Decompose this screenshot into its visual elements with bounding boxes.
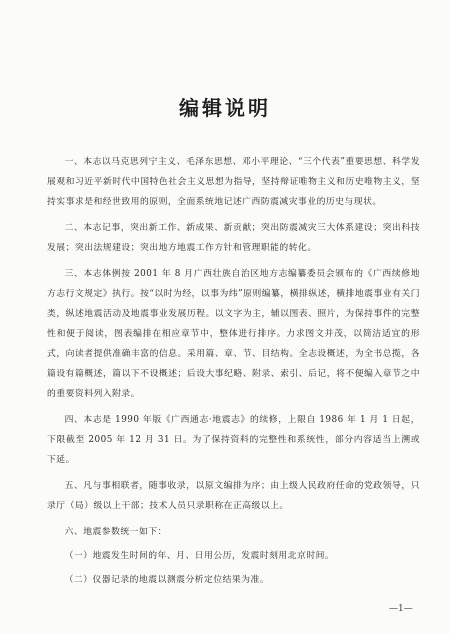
- paragraph-3: 三、本志体例按 2001 年 8 月广西壮族自治区地方志编纂委员会颁布的《广西续修地方志行文规定》执行。按“以时为经，以事为纬”原则编纂，横排纵述，横排地震事业有关门类，纵述地震活动及地震事业发展历程。以文字为主，辅以图表、照片，为保持事件的完整性和便于阅读，图表编排在相应章节中，整体进行排序。力求图文并茂，以简洁适宜的形式，向读者提供准确丰富的信息。采用篇、章、节、目结构。全志设概述，为全书总揽，各篇设有篇概述，篇以下不设概述；后设大事纪略、附录、索引、后记，将不便编入章节之中的重要资料列入附录。: [47, 269, 420, 399]
- paragraph-2: 二、本志记事，突出新工作、新成果、新贡献；突出防震减灾三大体系建设；突出科技发展；突出法规建设；突出地方地震工作方针和管理职能的转化。: [47, 223, 420, 253]
- document-body: [47, 152, 420, 594]
- paragraph-4: 四、本志是 1990 年版《广西通志·地震志》的续修，上限自 1986 年 1 月 1 日起，下限截至 2005 年 12 月 31 日。为了保持资料的完整性和系统性，部分内容适当上溯或下延。: [47, 415, 420, 465]
- paragraph-1: 一、本志以马克思列宁主义、毛泽东思想、邓小平理论、“三个代表”重要思想、科学发展观和习近平新时代中国特色社会主义思想为指导，坚持辩证唯物主义和历史唯物主义，坚持实事求是和经世致用的原则，全面系统地记述广西防震减灾事业的历史与现状。: [47, 157, 420, 207]
- page-title: 编辑说明: [179, 96, 271, 120]
- paragraph-5: 五、凡与事相联者，随事收录，以原文编排为序；由上级人民政府任命的党政领导，只录厅（局）级以上干部；技术人员只录职称在正高级以上。: [47, 481, 420, 511]
- page-number: —1—: [389, 604, 413, 614]
- paragraph-8: （二）仪器记录的地震以测震分析定位结果为准。: [64, 575, 270, 585]
- paragraph-6: 六、地震参数统一如下：: [64, 527, 167, 537]
- paragraph-7: （一）地震发生时间的年、月、日用公历，发震时刻用北京时间。: [64, 551, 335, 561]
